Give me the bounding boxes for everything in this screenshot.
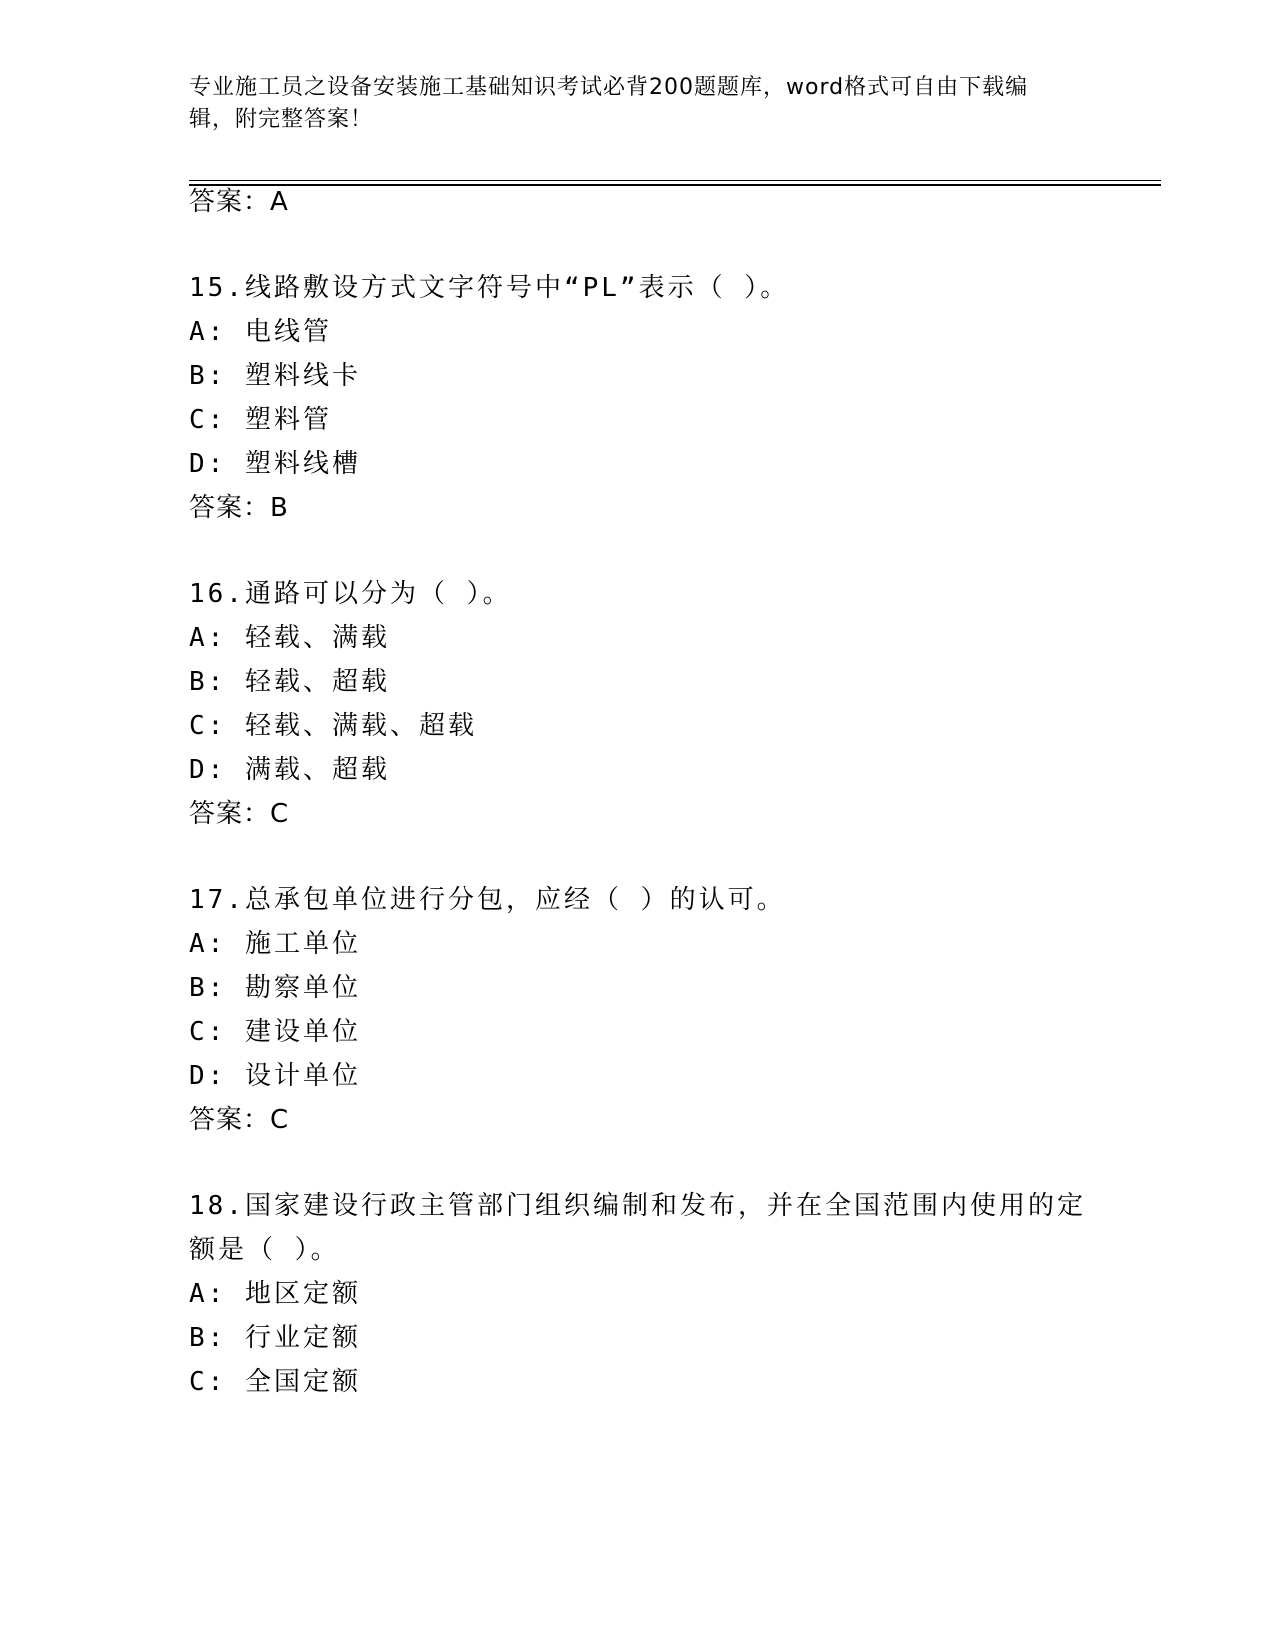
question-option: B: 行业定额	[189, 1323, 361, 1353]
question-option: B: 塑料线卡	[189, 361, 361, 391]
question-option: D: 满载、超载	[189, 755, 390, 785]
question-stem: 15.线路敷设方式文字符号中“PL”表示（ ）。	[189, 273, 790, 303]
question-option: D: 设计单位	[189, 1061, 361, 1091]
question-option: A: 施工单位	[189, 929, 361, 959]
question-option: A: 地区定额	[189, 1279, 361, 1309]
document-header: 专业施工员之设备安装施工基础知识考试必背200题题库，word格式可自由下载编辑，附完整答案！	[189, 75, 1029, 132]
question-stem: 17.总承包单位进行分包，应经（ ）的认可。	[189, 885, 786, 915]
question-option: C: 全国定额	[189, 1367, 361, 1397]
question-answer: 答案：C	[189, 799, 290, 829]
question-option: A: 电线管	[189, 317, 332, 347]
question-option: B: 勘察单位	[189, 973, 361, 1003]
question-option: C: 轻载、满载、超载	[189, 711, 477, 741]
question-option: D: 塑料线槽	[189, 449, 361, 479]
question-option: B: 轻载、超载	[189, 667, 390, 697]
question-stem: 16.通路可以分为（ ）。	[189, 579, 512, 609]
question-answer: 答案：C	[189, 1105, 290, 1135]
header-divider-thick	[189, 184, 1161, 186]
previous-answer: 答案：A	[189, 187, 289, 217]
question-stem: 18.国家建设行政主管部门组织编制和发布，并在全国范围内使用的定额是（ ）。	[189, 1191, 1086, 1265]
header-divider	[189, 180, 1161, 181]
question-answer: 答案：B	[189, 493, 289, 523]
question-option: C: 建设单位	[189, 1017, 361, 1047]
question-option: C: 塑料管	[189, 405, 332, 435]
question-option: A: 轻载、满载	[189, 623, 390, 653]
